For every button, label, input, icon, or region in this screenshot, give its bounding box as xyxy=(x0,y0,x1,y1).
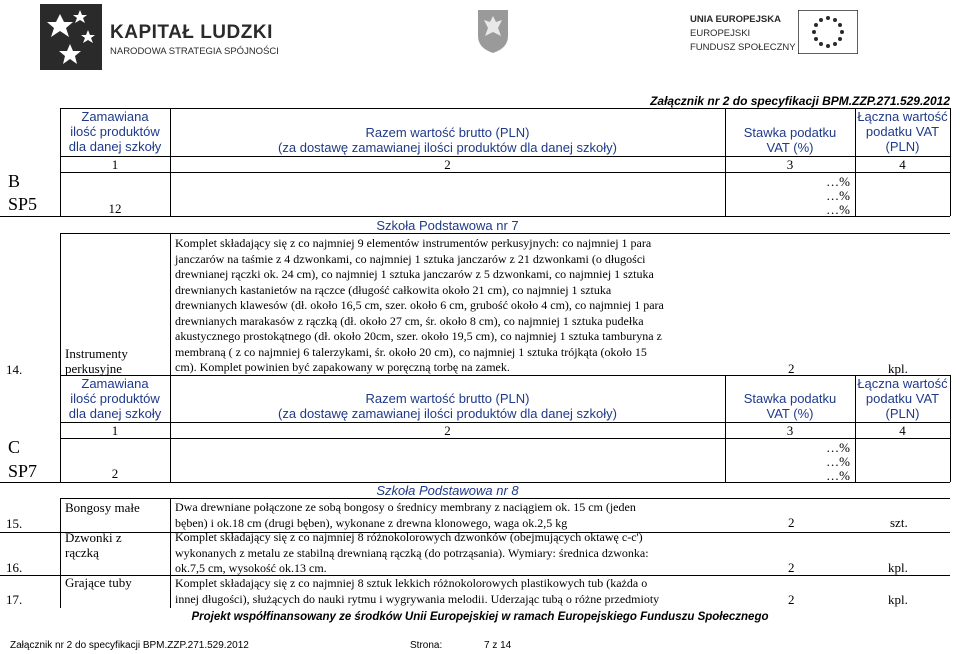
ue-line1: UNIA EUROPEJSKA xyxy=(690,14,781,25)
section-code-sp7: SP7 xyxy=(8,461,38,481)
item-qty-17: 2 xyxy=(788,592,795,607)
section-code-sp5: SP5 xyxy=(8,194,38,214)
ue-line2: EUROPEJSKI xyxy=(690,28,751,39)
footer-project-line: Projekt współfinansowany ze środków Unii Europejskiej w ramach Europejskiego Funduszu Społecznego xyxy=(191,611,769,623)
header-gross-2: Razem wartość brutto (PLN) (za dostawę zamawianej ilości produktów dla danej szkoły) xyxy=(278,391,617,421)
ue-line3: FUNDUSZ SPOŁECZNY xyxy=(690,42,796,53)
item-desc-14: Komplet składający się z co najmniej 9 elementów instrumentów perkusyjnych: co najmniej 1 para janczarów na taśmie z 4 dzwonkami, co najmniej 1 sztuka janczarów z 21 dzwonkami (o długości drewnianej rączki ok. 24 cm), co najmniej 1 sztuka janczarów z 5 dzwonkami, co najmniej 1 sztuka drewnianych kastanietów na rączce (długość całkowita około 21 cm), co najmniej 1 sztuka drewnianych klawesów (dł. około 16,5 cm, szer. około 6 cm, grubość około 4 cm), co najmniej 1 para drewnianych marakasów z rączką (dł. około 27 cm, śr. około 8 cm), co najmniej 1 sztuka pudełka akustycznego prostokątnego (dł. około 20cm, szer. około 19,5 cm), co najmniej 1 sztuka tamburyna z membraną ( z co najmniej 6 talerzykami, śr. około 20 cm), co najmniej 1 sztuka trójkąta (około 15 cm). Komplet powinien być zapakowany w poręczną torbę na zamek. xyxy=(175,236,664,374)
header-qty-1: Zamawiana ilość produktów dla danej szkoły xyxy=(68,109,162,154)
eu-flag-icon xyxy=(798,10,858,54)
annex-reference: Załącznik nr 2 do specyfikacji BPM.ZZP.271.529.2012 xyxy=(650,94,950,108)
header-qty-2: Zamawiana ilość produktów dla danej szkoły xyxy=(68,376,162,421)
item-qty-14: 2 xyxy=(788,361,795,376)
footer-page-label: Strona: xyxy=(410,640,443,651)
school-sp8: Szkoła Podstawowa nr 8 xyxy=(376,483,519,498)
kapital-ludzki-emblem xyxy=(40,4,102,70)
header-vat-rate-2: Stawka podatku VAT (%) xyxy=(743,391,837,421)
section-code-c: C xyxy=(8,437,21,457)
header-vat-total-1: Łączna wartość podatku VAT (PLN) xyxy=(857,109,948,154)
footer-annex: Załącznik nr 2 do specyfikacji BPM.ZZP.271.529.2012 xyxy=(10,640,249,651)
col-num-3b: 3 xyxy=(786,423,794,438)
logo-kapital-ludzki xyxy=(40,2,280,74)
school-sp7: Szkoła Podstawowa nr 7 xyxy=(376,218,519,233)
item-desc-17: Komplet składający się z co najmniej 8 sztuk lekkich różnokolorowych plastikowych tub (każda o innej długości), służących do nauki rytmu i wygrywania melodii. Uderzając tubą o różne przedmioty xyxy=(175,576,660,606)
item-qty-16: 2 xyxy=(788,560,795,575)
col-num-4b: 4 xyxy=(899,423,906,438)
pct-c-2: …% xyxy=(826,454,850,469)
item-name-15: Bongosy małe xyxy=(65,500,140,515)
item-qty-15: 2 xyxy=(788,515,795,530)
item-desc-15: Dwa drewniane połączone ze sobą bongosy o średnicy membrany z naciągiem ok. 15 cm (jeden bęben) i ok.18 cm (drugi bęben), wykonane z drewna klonowego, waga ok.2,5 kg xyxy=(175,500,636,530)
item-name-14: Instrumenty perkusyjne xyxy=(65,346,128,376)
item-unit-17: kpl. xyxy=(888,592,908,607)
logo-unia-europejska xyxy=(690,10,860,60)
item-desc-16: Komplet składający się z co najmniej 8 różnokolorowych dzwonków (obejmujących oktawę c-c') wykonanych z metalu ze stabilną drewnianą rączką (do potrząsania). Wymiary: średnica dzwonka: ok.7,5 cm, wysokość ok.13 cm. xyxy=(175,530,649,575)
pct-b-2: …% xyxy=(826,188,850,203)
item-lp-15: 15. xyxy=(6,516,23,531)
header-gross-1: Razem wartość brutto (PLN) (za dostawę zamawianej ilości produktów dla danej szkoły) xyxy=(278,125,617,155)
pct-c-1: …% xyxy=(826,440,850,455)
col-num-3: 3 xyxy=(786,157,794,172)
col-num-2: 2 xyxy=(444,157,451,172)
item-lp-17: 17. xyxy=(6,592,23,607)
item-unit-16: kpl. xyxy=(888,560,908,575)
section-b-qty: 12 xyxy=(108,201,122,216)
col-num-1b: 1 xyxy=(111,423,119,438)
coat-of-arms-emblem xyxy=(476,8,510,54)
section-c-qty: 2 xyxy=(111,466,119,481)
item-unit-14: kpl. xyxy=(888,361,908,376)
pct-b-1: …% xyxy=(826,174,850,189)
item-lp-16: 16. xyxy=(6,560,23,575)
footer-page-number: 7 z 14 xyxy=(484,640,512,651)
pct-b-3: …% xyxy=(826,202,850,217)
header-vat-total-2: Łączna wartość podatku VAT (PLN) xyxy=(857,376,948,421)
pct-c-3: …% xyxy=(826,468,850,483)
header-vat-rate-1: Stawka podatku VAT (%) xyxy=(743,125,837,155)
eagle-shield-icon xyxy=(476,8,510,54)
item-name-17: Grające tuby xyxy=(65,575,132,590)
item-unit-15: szt. xyxy=(890,515,908,530)
section-code-b: B xyxy=(8,171,21,191)
col-num-2b: 2 xyxy=(444,423,451,438)
col-num-4: 4 xyxy=(899,157,906,172)
item-lp-14: 14. xyxy=(6,362,23,377)
item-name-16: Dzwonki z rączką xyxy=(65,530,122,560)
kapital-ludzki-title: KAPITAŁ LUDZKI xyxy=(110,22,273,43)
col-num-1: 1 xyxy=(111,157,119,172)
kapital-ludzki-subtitle: NARODOWA STRATEGIA SPÓJNOŚCI xyxy=(110,46,279,57)
